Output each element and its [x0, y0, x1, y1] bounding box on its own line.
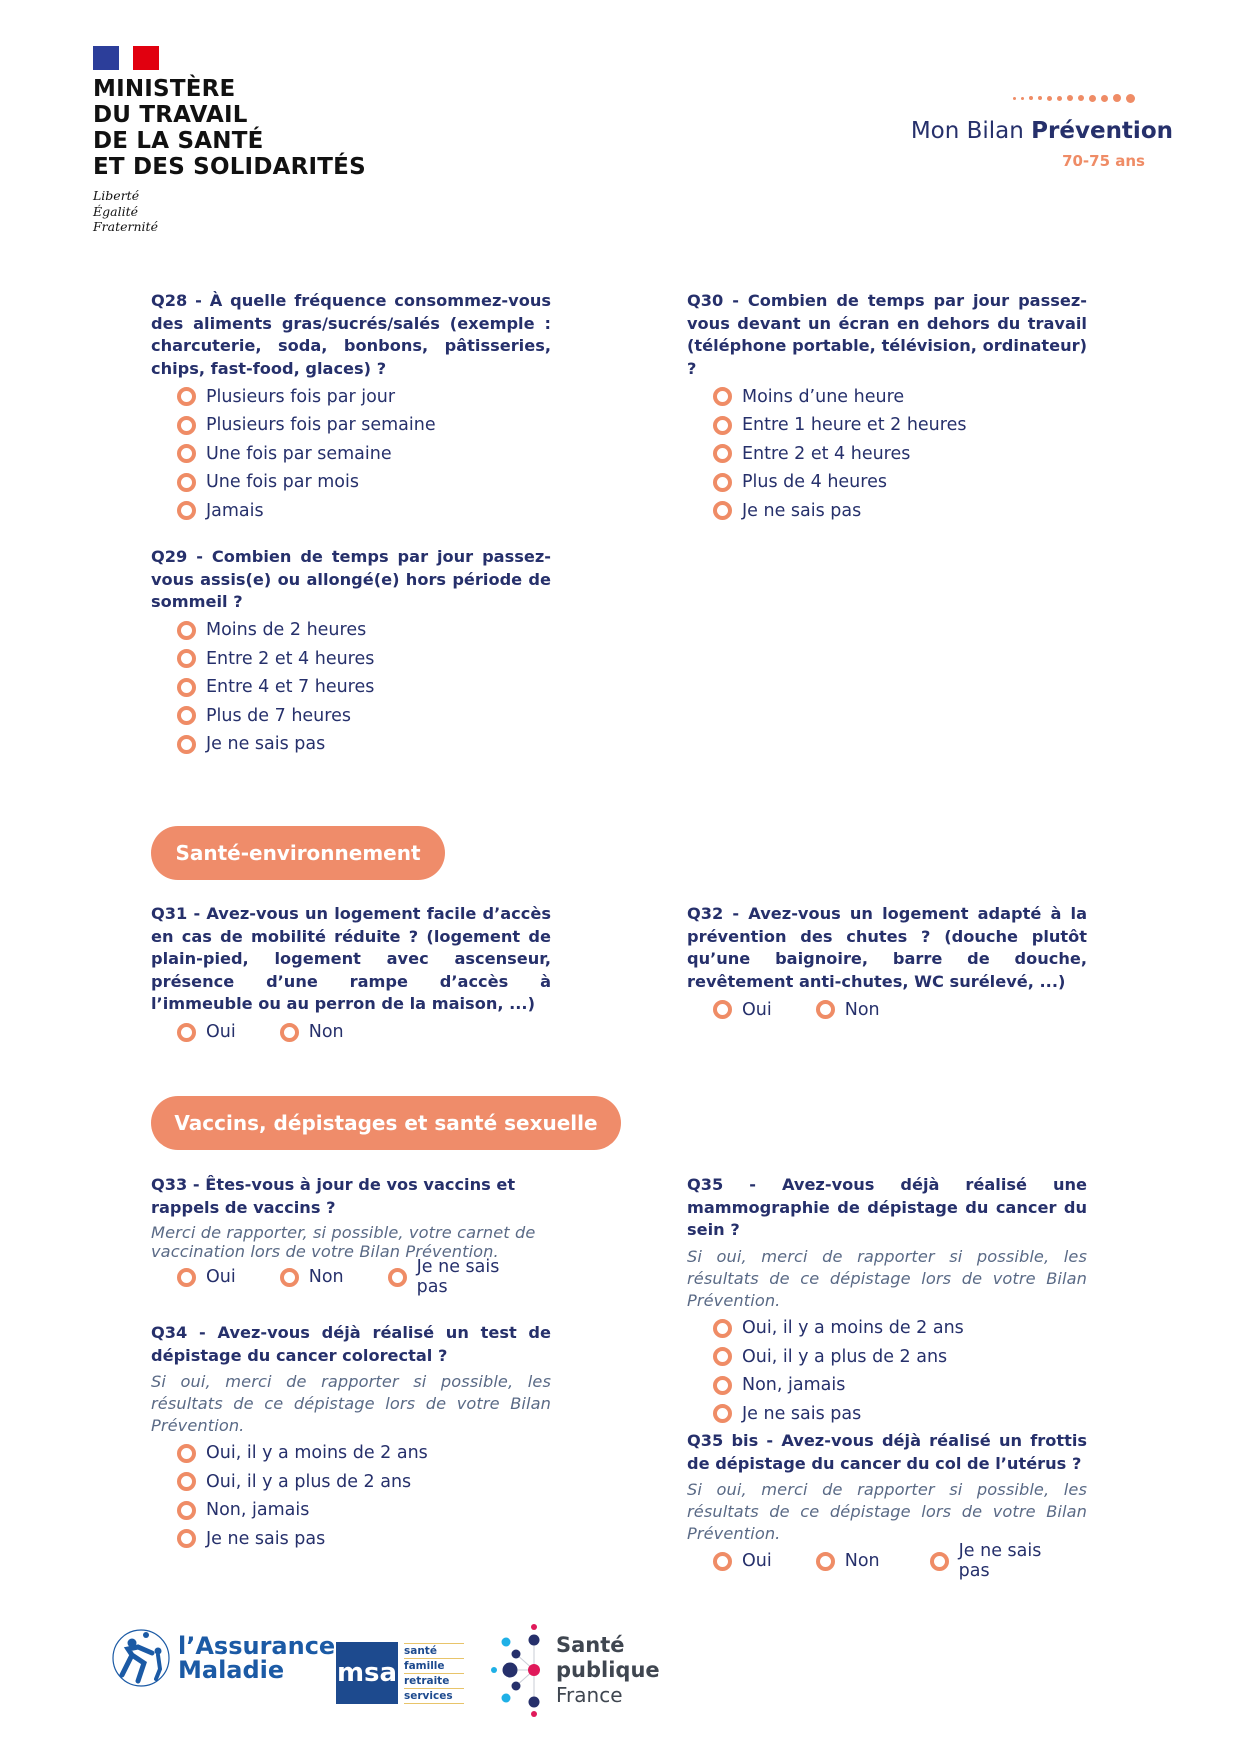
option-label: Entre 2 et 4 heures	[206, 648, 375, 669]
radio-icon[interactable]	[713, 1319, 732, 1338]
option-label: Je ne sais pas	[742, 1403, 862, 1424]
spf-line: publique	[556, 1658, 660, 1682]
option-q30-5[interactable]	[713, 496, 1087, 525]
option-q29-4[interactable]	[177, 701, 551, 730]
question-note: Si oui, merci de rapporter si possible, les résultats de ce dépistage lors de votre Bilan Prévention.	[687, 1480, 1087, 1544]
option-label: Oui	[206, 1022, 236, 1043]
options-list	[177, 1257, 561, 1298]
marianne-flag-icon	[93, 46, 159, 70]
radio-icon[interactable]	[177, 649, 196, 668]
question-q29	[151, 546, 551, 758]
ministry-line: MINISTÈRE	[93, 76, 236, 102]
am-line: Maladie	[178, 1656, 285, 1684]
radio-icon[interactable]	[713, 387, 732, 406]
brand-title	[911, 118, 1173, 144]
section-sante-environnement: Santé-environnement	[151, 826, 445, 880]
network-dots-icon	[488, 1622, 550, 1718]
radio-icon[interactable]	[713, 501, 732, 520]
radio-icon[interactable]	[713, 1347, 732, 1366]
radio-icon[interactable]	[280, 1268, 299, 1287]
ministry-name	[93, 76, 366, 180]
spf-text	[556, 1633, 660, 1707]
option-label: Oui, il y a plus de 2 ans	[742, 1346, 948, 1367]
option-label: Jamais	[206, 500, 264, 521]
options-list	[713, 1541, 1087, 1582]
radio-icon[interactable]	[713, 416, 732, 435]
option-label: Non	[844, 999, 880, 1020]
question-title: Q29 - Combien de temps par jour passez-vous assis(e) ou allongé(e) hors période de sommeil ?	[151, 547, 551, 612]
radio-icon[interactable]	[177, 678, 196, 697]
options-list	[713, 382, 1087, 525]
radio-icon[interactable]	[177, 416, 196, 435]
option-label: Plus de 7 heures	[206, 705, 351, 726]
option-q28-2[interactable]	[177, 411, 551, 440]
option-q34-4[interactable]	[177, 1525, 551, 1554]
option-q31-oui[interactable]	[177, 1018, 236, 1047]
radio-icon[interactable]	[177, 501, 196, 520]
msa-items	[404, 1643, 464, 1704]
option-q28-3[interactable]	[177, 439, 551, 468]
mon-bilan-prevention-brand	[911, 92, 1173, 170]
option-label: Non	[844, 1551, 880, 1572]
brand-title-bold: Prévention	[1031, 118, 1173, 144]
radio-icon[interactable]	[713, 473, 732, 492]
option-label: Une fois par mois	[206, 472, 359, 493]
am-line: l’Assurance	[178, 1632, 336, 1660]
option-q33-oui[interactable]	[177, 1263, 236, 1292]
option-label: Je ne sais pas	[416, 1257, 500, 1298]
question-title: Q30 - Combien de temps par jour passez-vous devant un écran en dehors du travail (téléphone portable, télévision, ordinateur) ?	[687, 291, 1087, 378]
option-q35-3[interactable]	[713, 1371, 1087, 1400]
question-title: Q33 - Êtes-vous à jour de vos vaccins et rappels de vaccins ?	[151, 1175, 516, 1217]
option-q31-non[interactable]	[280, 1018, 344, 1047]
question-note: Merci de rapporter, si possible, votre carnet de vaccination lors de votre Bilan Prévention.	[151, 1223, 536, 1262]
option-label: Oui	[742, 1551, 772, 1572]
options-list	[177, 382, 551, 525]
msa-item: retraite	[404, 1673, 464, 1688]
options-list	[177, 1439, 551, 1553]
radio-icon[interactable]	[177, 1268, 196, 1287]
question-q33	[151, 1174, 561, 1298]
question-title: Q34 - Avez-vous déjà réalisé un test de dépistage du cancer colorectal ?	[151, 1323, 551, 1365]
option-label: Oui, il y a moins de 2 ans	[742, 1318, 964, 1339]
ministry-line: ET DES SOLIDARITÉS	[93, 154, 366, 180]
option-q30-1[interactable]	[713, 382, 1087, 411]
option-q35-1[interactable]	[713, 1314, 1087, 1343]
brand-title-light: Mon Bilan	[910, 118, 1032, 144]
radio-icon[interactable]	[177, 1501, 196, 1520]
radio-icon[interactable]	[177, 387, 196, 406]
option-q35-4[interactable]	[713, 1399, 1087, 1428]
option-label: Oui	[742, 999, 772, 1020]
options-list	[177, 1018, 551, 1047]
option-label: Non	[308, 1267, 344, 1288]
option-q33-non[interactable]	[280, 1263, 344, 1292]
option-label: Entre 1 heure et 2 heures	[742, 415, 967, 436]
question-q34	[151, 1322, 551, 1553]
option-label: Non, jamais	[742, 1375, 846, 1396]
question-q30	[687, 290, 1087, 525]
radio-icon[interactable]	[713, 444, 732, 463]
motto-line: Fraternité	[93, 219, 158, 234]
msa-item: services	[404, 1688, 464, 1704]
motto-line: Liberté	[93, 188, 140, 203]
option-label: Non	[308, 1022, 344, 1043]
msa-item: santé	[404, 1643, 464, 1658]
radio-icon[interactable]	[177, 1529, 196, 1548]
option-q35bis-oui[interactable]	[713, 1547, 772, 1576]
option-q29-3[interactable]	[177, 673, 551, 702]
option-label: Non, jamais	[206, 1500, 310, 1521]
options-list	[177, 616, 551, 759]
dots-decoration-icon	[911, 92, 1135, 104]
radio-icon[interactable]	[177, 1444, 196, 1463]
radio-icon[interactable]	[388, 1268, 407, 1287]
option-q29-2[interactable]	[177, 644, 551, 673]
option-q35bis-non[interactable]	[816, 1547, 880, 1576]
ministry-line: DE LA SANTÉ	[93, 128, 264, 154]
option-q29-5[interactable]	[177, 730, 551, 759]
radio-icon[interactable]	[177, 1472, 196, 1491]
radio-icon[interactable]	[177, 735, 196, 754]
sante-publique-france-logo	[488, 1622, 660, 1718]
radio-icon[interactable]	[816, 1552, 835, 1571]
option-q35bis-nsp[interactable]	[930, 1541, 1043, 1582]
assurance-maladie-logo	[108, 1625, 335, 1691]
spf-line: France	[556, 1683, 623, 1707]
radio-icon[interactable]	[177, 621, 196, 640]
radio-icon[interactable]	[177, 1023, 196, 1042]
option-q30-2[interactable]	[713, 411, 1087, 440]
radio-icon[interactable]	[816, 1000, 835, 1019]
assurance-maladie-figures-icon	[108, 1625, 174, 1691]
age-range: 70-75 ans	[1062, 152, 1145, 170]
options-list	[713, 1314, 1087, 1428]
option-label: Plusieurs fois par jour	[206, 386, 396, 407]
option-q33-nsp[interactable]	[388, 1257, 517, 1298]
radio-icon[interactable]	[713, 1552, 732, 1571]
msa-logo	[336, 1642, 464, 1704]
option-label: Plus de 4 heures	[742, 472, 887, 493]
question-title: Q28 - À quelle fréquence consommez-vous des aliments gras/sucrés/salés (exemple : charcuterie, soda, bonbons, pâtisseries, chips, fast-food, glaces) ?	[151, 291, 551, 378]
option-label: Entre 2 et 4 heures	[742, 443, 911, 464]
question-title: Q31 - Avez-vous un logement facile d’accès en cas de mobilité réduite ? (logement de plain-pied, logement avec ascenseur, présence d’une rampe d’accès à l’immeuble ou au perron de la maison, ...)	[151, 904, 551, 1014]
option-label: Moins de 2 heures	[206, 620, 367, 641]
option-q34-1[interactable]	[177, 1439, 551, 1468]
question-note: Si oui, merci de rapporter si possible, les résultats de ce dépistage lors de votre Bilan Prévention.	[151, 1372, 551, 1436]
option-label: Plusieurs fois par semaine	[206, 415, 436, 436]
radio-icon[interactable]	[280, 1023, 299, 1042]
option-label: Je ne sais pas	[206, 1528, 326, 1549]
option-q29-1[interactable]	[177, 616, 551, 645]
motto-line: Égalité	[93, 203, 138, 219]
radio-icon[interactable]	[713, 1376, 732, 1395]
republic-motto	[93, 188, 366, 235]
option-label: Oui, il y a plus de 2 ans	[206, 1471, 412, 1492]
question-title: Q35 - Avez-vous déjà réalisé une mammographie de dépistage du cancer du sein ?	[687, 1175, 1087, 1240]
option-q32-non[interactable]	[816, 995, 880, 1024]
question-q32	[687, 903, 1087, 1024]
option-label: Je ne sais pas	[742, 500, 862, 521]
question-q35	[687, 1174, 1087, 1428]
question-q28	[151, 290, 551, 525]
radio-icon[interactable]	[713, 1404, 732, 1423]
ministry-line: DU TRAVAIL	[93, 102, 248, 128]
option-label: Oui, il y a moins de 2 ans	[206, 1443, 428, 1464]
option-q30-3[interactable]	[713, 439, 1087, 468]
option-label: Une fois par semaine	[206, 443, 392, 464]
radio-icon[interactable]	[713, 1000, 732, 1019]
option-label: Moins d’une heure	[742, 386, 905, 407]
option-label: Entre 4 et 7 heures	[206, 677, 375, 698]
radio-icon[interactable]	[177, 444, 196, 463]
option-q34-2[interactable]	[177, 1468, 551, 1497]
option-q28-1[interactable]	[177, 382, 551, 411]
option-label: Je ne sais pas	[958, 1541, 1042, 1582]
msa-box: msa	[336, 1642, 398, 1704]
question-title: Q32 - Avez-vous un logement adapté à la prévention des chutes ? (douche plutôt qu’une baignoire, barre de douche, revêtement anti-chutes, WC surélevé, ...)	[687, 904, 1087, 991]
option-label: Oui	[206, 1267, 236, 1288]
radio-icon[interactable]	[930, 1552, 949, 1571]
option-label: Je ne sais pas	[206, 734, 326, 755]
question-title: Q35 bis - Avez-vous déjà réalisé un frottis de dépistage du cancer du col de l’utérus ?	[687, 1431, 1087, 1473]
option-q28-5[interactable]	[177, 496, 551, 525]
assurance-maladie-text	[178, 1634, 335, 1682]
option-q28-4[interactable]	[177, 468, 551, 497]
options-list	[713, 995, 1087, 1024]
option-q34-3[interactable]	[177, 1496, 551, 1525]
msa-item: famille	[404, 1658, 464, 1673]
option-q32-oui[interactable]	[713, 995, 772, 1024]
spf-line: Santé	[556, 1633, 625, 1657]
option-q35-2[interactable]	[713, 1342, 1087, 1371]
ministry-logo	[93, 46, 366, 235]
question-q35bis	[687, 1430, 1087, 1582]
section-vaccins-depistages: Vaccins, dépistages et santé sexuelle	[151, 1096, 621, 1150]
question-note: Si oui, merci de rapporter si possible, les résultats de ce dépistage lors de votre Bilan Prévention.	[687, 1246, 1087, 1310]
option-q30-4[interactable]	[713, 468, 1087, 497]
radio-icon[interactable]	[177, 473, 196, 492]
question-q31	[151, 903, 551, 1046]
radio-icon[interactable]	[177, 706, 196, 725]
